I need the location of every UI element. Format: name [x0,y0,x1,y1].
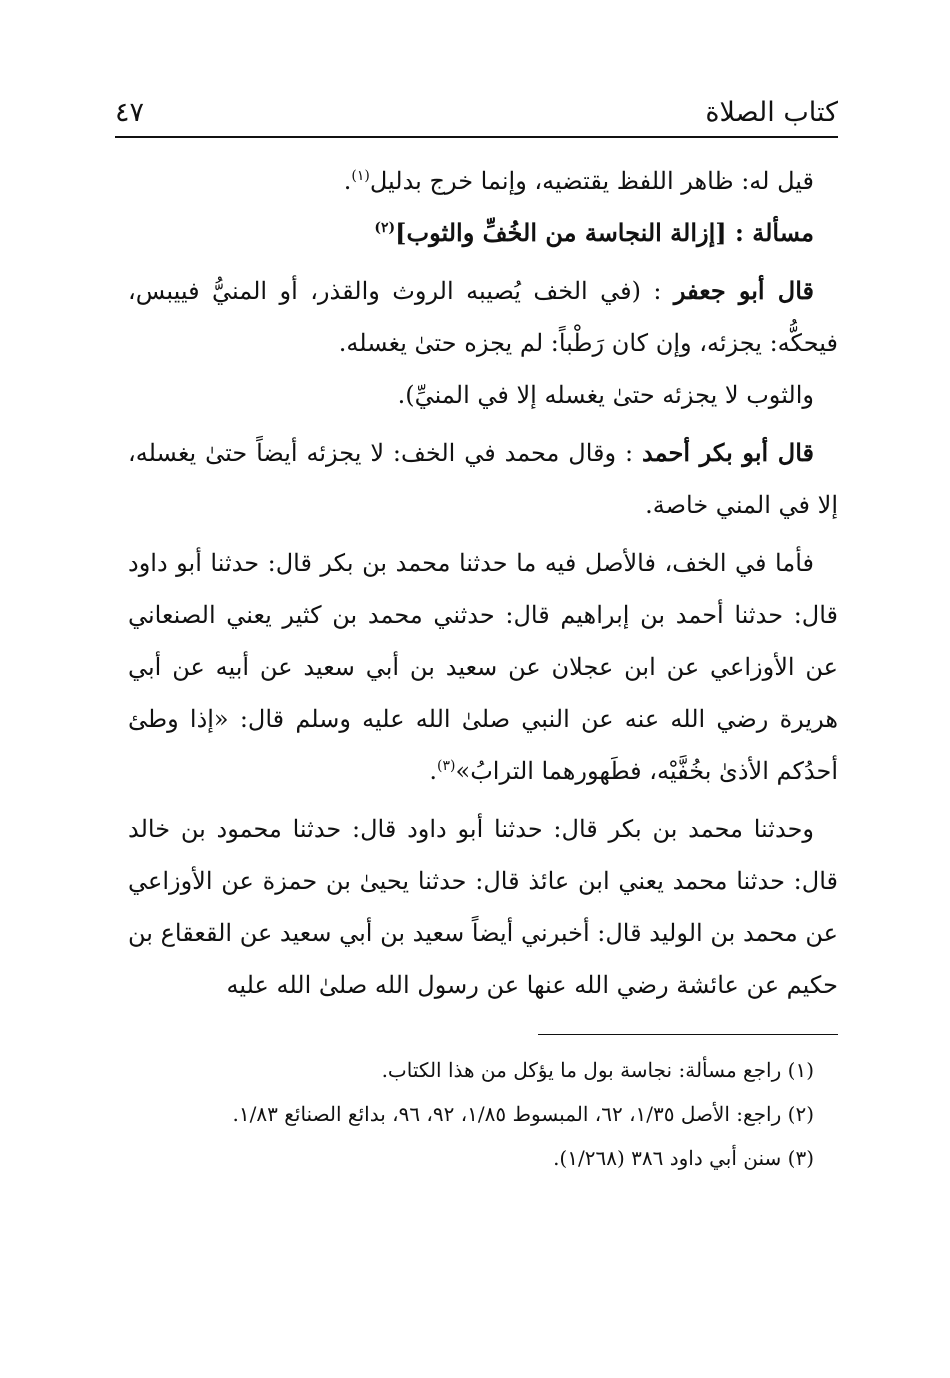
paragraph-tail: . [429,757,438,785]
footnote: (٣) سنن أبي داود ٣٨٦ (١/٢٦٨). [553,1146,814,1170]
paragraph [128,369,838,421]
footnotes [128,1048,838,1180]
page-header [115,88,838,128]
issue-label: مسألة : [735,218,814,247]
paragraph-text: : وقال محمد في الخف: لا يجزئه أيضاً حتىٰ يغسله، إلا في المني خاصة. [128,439,838,519]
footnote-rule [538,1034,838,1035]
speaker-name: قال أبو جعفر [673,276,814,305]
paragraph-text: : (في الخف يُصيبه الروث والقذر، أو المنيُّ فييبس، فيحكُّه: يجزئه، وإن كان رَطْباً: لم يجزه حتىٰ يغسله. [128,277,838,357]
footnote-ref: (٣) [437,758,456,774]
footnote-ref: (١) [351,168,370,184]
paragraph [128,537,838,797]
footnote-ref: (٢) [374,220,396,236]
running-title: كتاب الصلاة [705,97,838,128]
paragraph [128,803,838,1011]
paragraph-tail: . [343,167,352,195]
paragraph [128,265,838,369]
footnote: (٢) راجع: الأصل ١/٣٥، ٦٢، المبسوط ١/٨٥، ٩٢، ٩٦، بدائع الصنائع ١/٨٣. [232,1102,814,1126]
footnote: (١) راجع مسألة: نجاسة بول ما يؤكل من هذا الكتاب. [381,1058,814,1082]
paragraph-text: والثوب لا يجزئه حتىٰ يغسله إلا في المنيِّ). [397,381,814,409]
main-text [128,155,838,1011]
issue-heading [128,207,838,259]
paragraph [128,427,838,531]
page-number: ٤٧ [115,97,145,128]
paragraph-text: قيل له: ظاهر اللفظ يقتضيه، وإنما خرج بدليل [369,167,814,195]
header-rule [115,136,838,138]
speaker-name: قال أبو بكر أحمد [642,438,815,467]
issue-title: [إزالة النجاسة من الخُفِّ والثوب] [395,218,727,247]
paragraph-text: فأما في الخف، فالأصل فيه ما حدثنا محمد بن بكر قال: حدثنا أبو داود قال: حدثنا أحمد بن إبراهيم قال: حدثني محمد بن كثير يعني الصنعاني عن الأوزاعي عن ابن عجلان عن سعيد بن أبي سعيد عن أبيه عن أبي هريرة رضي الله عنه عن النبي صلىٰ الله عليه وسلم قال: «إذا وطئ أحدُكم الأذىٰ بخُفَّيْه، فطَهورهما الترابُ» [128,549,838,785]
paragraph [128,155,838,207]
paragraph-text: وحدثنا محمد بن بكر قال: حدثنا أبو داود قال: حدثنا محمود بن خالد قال: حدثنا محمد يعني ابن عائذ قال: حدثنا يحيىٰ بن حمزة عن الأوزاعي عن محمد بن الوليد قال: أخبرني أيضاً سعيد بن أبي سعيد عن القعقاع بن حكيم عن عائشة رضي الله عنها عن رسول الله صلىٰ الله عليه [128,815,838,999]
